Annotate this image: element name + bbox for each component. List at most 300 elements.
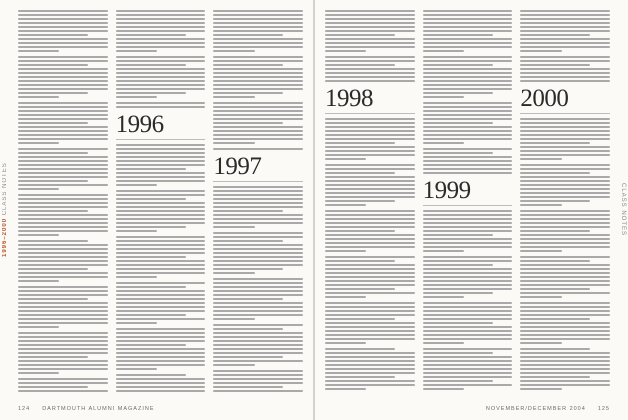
text-line [325,60,415,62]
text-line [116,38,206,40]
text-line [325,376,395,378]
text-line [520,42,610,44]
text-line [325,230,395,232]
text-line [116,106,206,108]
text-line [18,184,108,186]
text-line [423,384,513,386]
text-line [520,326,610,328]
text-block [325,10,415,82]
text-line [325,172,395,174]
text-block [325,118,415,390]
text-line [520,210,610,212]
year-heading: 1998 [325,85,373,112]
text-block [520,10,610,82]
text-line [520,172,590,174]
text-line [213,80,303,82]
text-line [116,164,206,166]
text-line [520,204,561,206]
text-line [18,234,59,236]
text-line [116,206,206,208]
text-line [520,46,610,48]
text-line [423,76,513,78]
text-block [116,144,206,392]
year-heading: 2000 [520,85,569,112]
text-line [423,348,513,350]
text-line [325,192,415,194]
text-line [116,352,206,354]
text-line [116,382,206,384]
text-line [213,218,303,220]
text-line [520,372,610,374]
page-number: 124 [18,406,31,412]
text-line [213,328,283,330]
text-line [213,222,303,224]
text-line [116,374,186,376]
text-line [116,294,206,296]
text-line [423,142,464,144]
text-line [116,244,206,246]
text-line [423,102,513,104]
text-line [213,214,303,216]
text-line [423,168,513,170]
text-line [116,26,206,28]
text-line [520,68,610,70]
text-line [116,272,206,274]
text-line [116,322,157,324]
text-line [213,46,303,48]
text-line [325,296,366,298]
text-line [423,272,513,274]
text-line [520,142,590,144]
text-line [213,352,303,354]
text-line [423,352,493,354]
text-line [423,284,513,286]
text-line [18,110,108,112]
text-line [423,118,513,120]
text-line [18,152,88,154]
right-footer [486,406,610,412]
text-line [18,18,108,20]
text-line [325,130,415,132]
text-line [18,272,108,274]
text-line [213,102,303,104]
text-line [325,218,415,220]
text-line [18,340,108,342]
text-line [423,322,493,324]
text-line [213,302,303,304]
text-line [18,202,108,204]
text-line [520,310,610,312]
text-line [116,368,157,370]
text-line [116,364,206,366]
text-line [423,14,513,16]
text-line [520,250,561,252]
text-line [325,356,415,358]
text-line [325,322,415,324]
text-line [325,72,415,74]
text-line [325,242,415,244]
text-line [116,222,206,224]
text-line [116,202,206,204]
text-line [18,160,108,162]
text-line [325,360,415,362]
text-line [520,322,610,324]
text-line [325,150,415,152]
text-line [116,226,186,228]
text-line [325,384,415,386]
text-line [520,356,610,358]
text-line [213,286,303,288]
text-line [213,340,303,342]
year-heading: 1996 [115,111,164,138]
right-side-tab [614,10,626,410]
text-line [18,114,108,116]
text-line [325,364,415,366]
text-line [423,264,493,266]
text-line [116,248,206,250]
text-line [18,76,108,78]
text-line [520,296,561,298]
text-line [18,26,108,28]
text-line [520,184,610,186]
text-line [423,306,513,308]
text-line [423,280,513,282]
text-line [213,232,303,234]
text-line [116,96,157,98]
text-line [520,218,610,220]
text-line [18,248,108,250]
text-line [213,298,283,300]
text-line [116,80,206,82]
text-line [213,294,303,296]
text-line [18,218,108,220]
text-line [423,296,464,298]
text-line [116,230,157,232]
text-line [520,348,590,350]
text-line [325,22,415,24]
text-line [213,290,303,292]
text-line [423,18,513,20]
text-line [213,14,303,16]
text-line [423,64,493,66]
text-line [213,364,254,366]
text-line [423,134,513,136]
text-line [18,326,59,328]
text-line [213,142,254,144]
page-number: 125 [597,406,610,412]
text-line [116,102,206,104]
text-line [520,130,610,132]
text-line [213,360,303,362]
right-page [315,0,628,420]
text-line [116,336,206,338]
text-line [520,76,610,78]
text-line [520,226,610,228]
text-line [520,276,610,278]
text-line [18,390,108,392]
text-line [423,30,513,32]
year-heading-block [520,87,610,114]
text-line [18,214,108,216]
text-line [423,256,513,258]
right-column-2 [423,10,513,396]
text-line [18,280,59,282]
text-line [18,64,88,66]
text-line [18,348,108,350]
text-line [325,50,366,52]
text-line [520,154,610,156]
text-line [520,242,610,244]
text-line [213,310,303,312]
text-line [520,264,610,266]
text-line [520,30,610,32]
text-line [18,156,108,158]
text-line [325,34,395,36]
text-line [520,376,590,378]
text-line [213,18,303,20]
text-line [18,42,108,44]
text-line [520,138,610,140]
text-line [520,214,610,216]
text-line [18,14,108,16]
text-line [213,106,303,108]
text-line [18,168,108,170]
text-line [325,276,415,278]
text-line [116,310,206,312]
text-line [213,226,254,228]
text-line [18,30,108,32]
text-line [116,214,206,216]
text-line [423,42,513,44]
text-line [116,218,206,220]
text-line [520,222,610,224]
text-line [116,184,157,186]
text-line [423,210,513,212]
text-line [116,18,206,20]
text-block [520,118,610,390]
text-line [213,344,303,346]
left-column-1 [18,10,108,396]
text-line [18,302,108,304]
text-line [18,188,59,190]
left-page [0,0,313,420]
text-line [213,76,303,78]
text-line [520,18,610,20]
text-line [18,276,108,278]
text-block [423,10,513,174]
text-line [116,172,206,174]
text-line [116,198,186,200]
text-line [18,180,88,182]
text-line [213,10,303,12]
text-line [325,214,415,216]
text-line [213,278,303,280]
text-line [18,122,88,124]
text-line [116,264,206,266]
text-line [213,118,303,120]
text-line [325,146,415,148]
year-heading-block [325,87,415,114]
text-line [116,260,206,262]
text-line [423,226,513,228]
text-line [325,196,415,198]
text-line [423,152,493,154]
text-line [423,338,513,340]
magazine-name: DARTMOUTH ALUMNI MAGAZINE [42,406,155,412]
text-line [18,46,108,48]
text-line [213,306,303,308]
text-line [325,18,415,20]
text-line [18,88,108,90]
text-line [116,314,186,316]
text-line [520,196,610,198]
text-line [423,288,513,290]
text-line [18,138,108,140]
text-line [18,378,108,380]
text-line [116,290,206,292]
text-line [325,80,415,82]
text-line [325,26,415,28]
text-line [213,198,303,200]
text-line [213,42,303,44]
text-line [423,22,513,24]
text-line [213,382,303,384]
text-line [18,22,108,24]
text-line [423,260,513,262]
text-line [18,352,108,354]
text-line [325,352,415,354]
text-line [423,342,464,344]
text-line [213,210,283,212]
left-tab-label: CLASS NOTES [2,162,8,216]
text-line [116,30,206,32]
text-line [520,338,610,340]
text-line [325,272,415,274]
issue-date: NOVEMBER/DECEMBER 2004 [485,406,586,412]
text-line [213,256,303,258]
text-line [213,64,283,66]
text-line [116,210,206,212]
text-line [18,118,108,120]
text-line [520,234,610,236]
text-line [116,378,206,380]
text-line [325,334,415,336]
text-line [18,164,108,166]
text-block [423,210,513,390]
text-line [213,50,254,52]
text-line [423,34,493,36]
text-line [325,68,415,70]
text-line [18,96,59,98]
text-line [116,236,206,238]
text-line [213,92,283,94]
text-line [325,76,415,78]
text-line [18,332,108,334]
text-line [423,26,513,28]
text-line [213,68,303,70]
text-line [18,72,108,74]
text-line [520,14,610,16]
text-line [325,338,415,340]
text-line [213,114,303,116]
text-line [18,252,108,254]
text-line [18,226,108,228]
text-line [423,330,513,332]
text-line [18,210,88,212]
text-line [423,334,513,336]
text-line [213,110,303,112]
text-line [116,240,206,242]
text-line [423,246,513,248]
text-line [18,264,108,266]
text-line [213,190,303,192]
text-line [325,292,415,294]
right-column-3 [520,10,610,396]
text-line [423,234,493,236]
text-line [116,152,206,154]
text-line [423,50,464,52]
text-line [520,38,610,40]
text-line [520,384,610,386]
year-rule [116,139,206,140]
text-line [325,302,415,304]
year-rule [213,181,303,182]
text-line [423,138,513,140]
text-line [423,310,513,312]
right-tab-label: CLASS NOTES [620,183,626,237]
text-line [213,122,283,124]
text-line [116,68,206,70]
text-line [213,244,303,246]
text-line [18,364,108,366]
text-line [213,206,303,208]
left-columns [18,10,303,396]
text-line [325,314,415,316]
text-line [325,188,415,190]
text-line [116,60,206,62]
text-line [325,246,415,248]
text-line [18,68,108,70]
text-line [423,292,493,294]
text-line [520,302,610,304]
text-line [325,134,415,136]
text-line [325,154,415,156]
text-line [116,42,206,44]
text-line [116,276,157,278]
text-line [520,314,610,316]
text-line [520,246,610,248]
text-line [116,286,186,288]
text-line [116,84,206,86]
text-line [18,290,108,292]
text-line [213,348,303,350]
text-line [18,126,108,128]
text-line [423,68,513,70]
year-heading-block [213,155,303,182]
left-side-tab [2,10,14,410]
text-line [520,176,610,178]
text-line [520,330,610,332]
text-line [520,134,610,136]
text-line [423,238,513,240]
text-line [116,46,206,48]
text-line [325,326,415,328]
text-line [18,322,108,324]
text-line [18,50,59,52]
text-line [213,186,303,188]
text-line [520,342,561,344]
text-line [520,368,610,370]
